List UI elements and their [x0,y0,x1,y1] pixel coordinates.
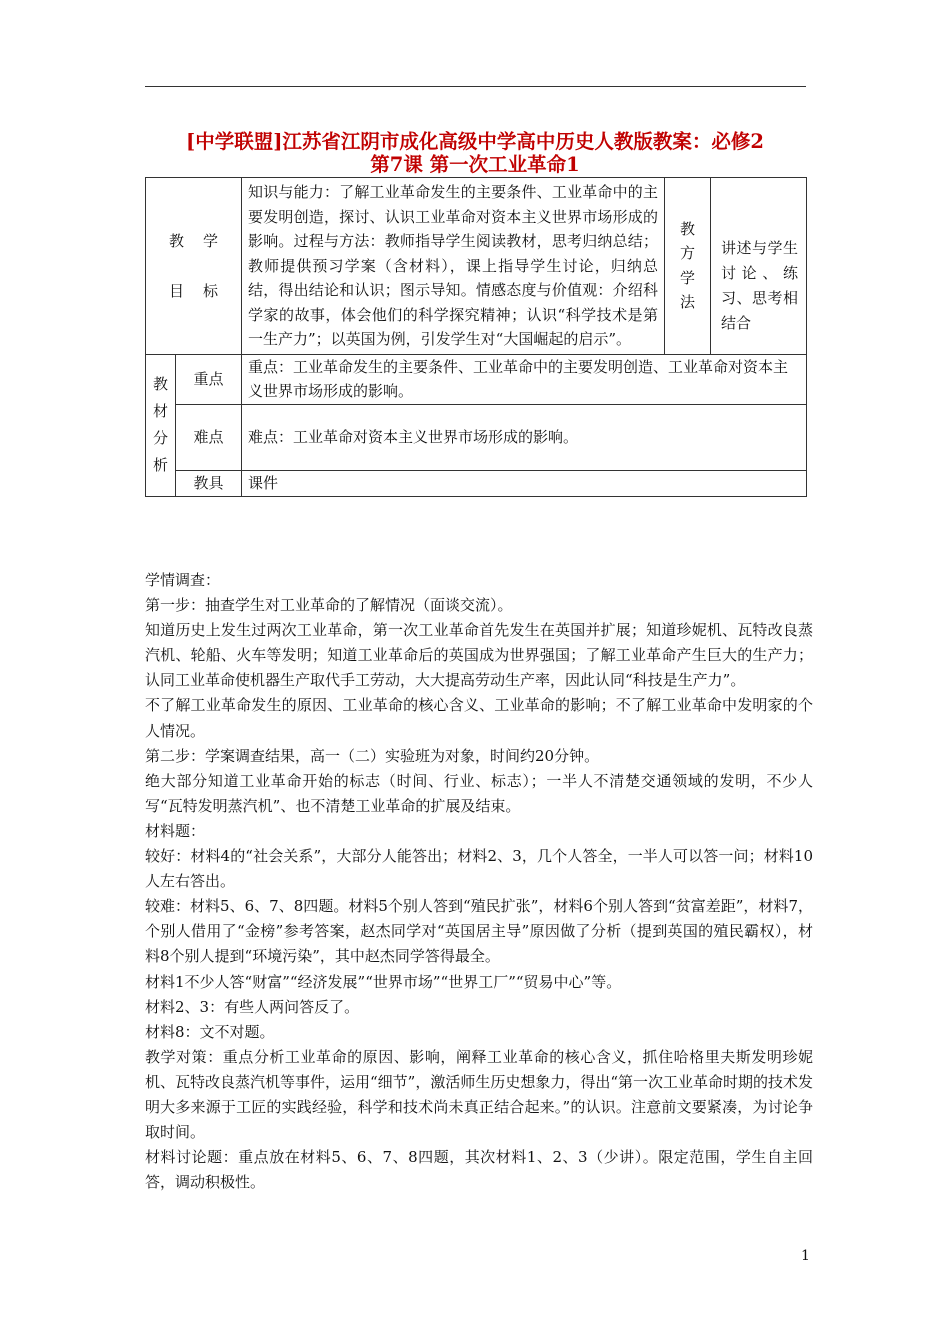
document-title-line2: 第7课 第一次工业革命1 [370,153,580,176]
page-number: 1 [801,1248,810,1264]
teaching-method-text: 讲述与学生讨论、练习、思考相结合 [711,178,807,355]
paragraph: 较好：材料4的“社会关系”，大部分人能答出；材料2、3，几个人答全，一半人可以答一问；材料10人左右答出。 [145,847,813,891]
method-label-text: 教方学法 [680,219,696,312]
key-point-text: 重点：工业革命发生的主要条件、工业革命中的主要发明创造、工业革命对资本主义世界市场形成的影响。 [242,354,807,404]
paragraph: 第二步：学案调查结果，高一（二）实验班为对象，时间约20分钟。 [145,746,600,765]
key-point-label: 重点 [176,354,242,404]
paragraph: 材料2、3：有些人两问答反了。 [145,997,360,1016]
paragraph: 材料题： [145,821,206,840]
teaching-goal-text: 知识与能力：了解工业革命发生的主要条件、工业革命中的主要发明创造，探讨、认识工业革命对资本主义世界市场形成的影响。过程与方法：教师指导学生阅读教材，思考归纳总结；教师提供预习学案（含材料），课上指导学生讨论，归纳总结，得出结论和认识；图示导知。情感态度与价值观：介绍科学家的故事，体会他们的科学探究精神；认识“科学技术是第一生产力”；以英国为例，引发学生对“大国崛起的启示”。 [242,178,665,355]
teaching-tools-text: 课件 [242,470,807,496]
paragraph: 材料1不少人答“财富”“经济发展”“世界市场”“世界工厂”“贸易中心”等。 [145,972,622,991]
difficult-point-label: 难点 [176,404,242,470]
goal-label-line1: 教 学 [168,231,219,250]
lesson-plan-table [145,177,807,497]
difficult-point-text [242,404,807,470]
analysis-label-text: 教材分析 [152,375,168,474]
paragraph: 教学对策：重点分析工业革命的原因、影响，阐释工业革命的核心含义，抓住哈格里夫斯发明珍妮机、瓦特改良蒸汽机等事件，运用“细节”，激活师生历史想象力，得出“第一次工业革命时期的技术发明大多来源于工匠的实践经验，科学和技术尚未真正结合起来。”的认识。注意前文要紧凑，为讨论争取时间。 [145,1047,814,1142]
paragraph: 第一步：抽查学生对工业革命的了解情况（面谈交流）。 [145,596,513,615]
paragraph: 绝大部分知道工业革命开始的标志（时间、行业、标志）；一半人不清楚交通领域的发明，不少人写“瓦特发明蒸汽机”、也不清楚工业革命的扩展及结束。 [145,771,813,815]
paragraph: 不了解工业革命发生的原因、工业革命的核心含义、工业革命的影响；不了解工业革命中发明家的个人情况。 [145,696,813,740]
key-row [146,354,807,404]
teaching-tools-label: 教具 [176,470,242,496]
paragraph: 材料讨论题：重点放在材料5、6、7、8四题，其次材料1、2、3（少讲）。限定范围，学生自主回答，调动积极性。 [145,1148,813,1192]
teaching-goal-label [146,178,242,355]
difficult-row [146,404,807,470]
material-analysis-label [146,354,176,496]
paragraph: 学情调查： [145,571,221,589]
goal-row [146,178,807,355]
document-body [145,568,813,1195]
header-rule [145,86,806,87]
goal-label-line2: 目 标 [168,281,219,300]
paragraph: 知道历史上发生过两次工业革命，第一次工业革命首先发生在英国并扩展；知道珍妮机、瓦特改良蒸汽机、轮船、火车等发明；知道工业革命后的英国成为世界强国；了解工业革命产生巨大的生产力；认同工业革命使机器生产取代手工劳动，大大提高劳动生产率，因此认同“科技是生产力”。 [145,621,813,690]
paragraph: 材料8：文不对题。 [145,1022,275,1041]
difficult-point-content: 难点：工业革命对资本主义世界市场形成的影响。 [248,427,579,446]
paragraph: 较难：材料5、6、7、8四题。材料5个别人答到“殖民扩张”，材料6个别人答到“贫富差距”，材料7，个别人借用了“金榜”参考答案，赵杰同学对“英国居主导”原因做了分析（提到英国的殖民霸权），材料8个别人提到“环境污染”，其中赵杰同学答得最全。 [145,897,813,966]
tools-row [146,470,807,496]
document-title-line1: [中学联盟]江苏省江阴市成化高级中学高中历史人教版教案：必修2 [185,130,765,153]
teaching-method-label [665,178,711,355]
